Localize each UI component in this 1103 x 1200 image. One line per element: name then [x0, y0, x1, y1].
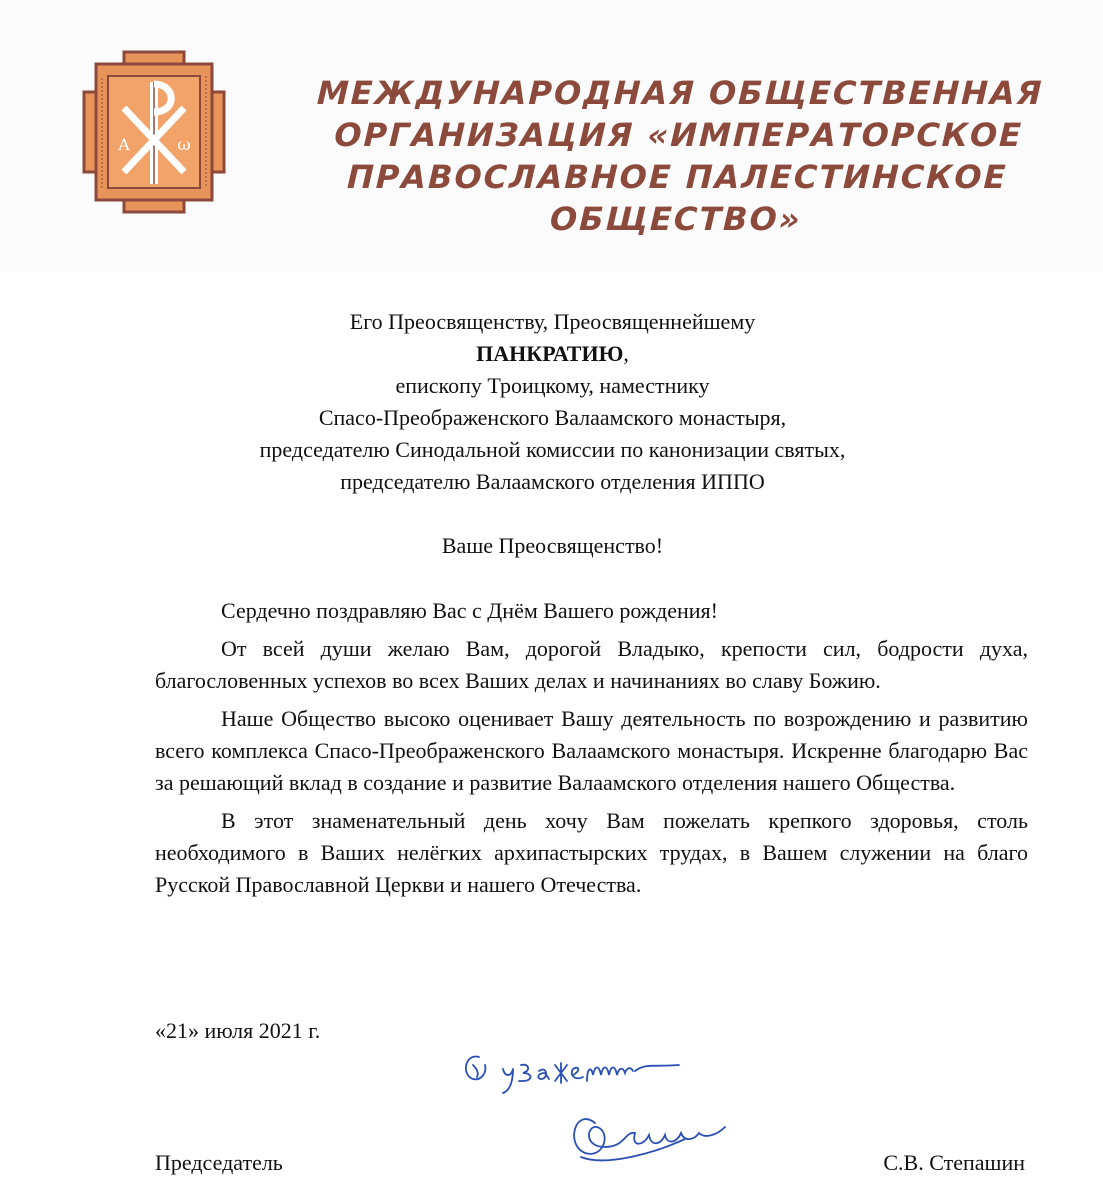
- addressee-line: епископу Троицкому, наместнику: [395, 373, 710, 398]
- letter-body: [155, 595, 1028, 907]
- org-title-line: ОРГАНИЗАЦИЯ «ИМПЕРАТОРСКОЕ: [333, 116, 1024, 154]
- svg-text:Α: Α: [118, 135, 130, 154]
- paragraph: В этот знаменательный день хочу Вам пожелать крепкого здоровья, столь необходимого в Ваших нелёгких архипастырских трудах, в Вашем служении на благо Русской Православной Церкви и нашего Отечества.: [155, 808, 1028, 897]
- handwritten-signature-icon: [455, 1035, 745, 1180]
- org-title-line: МЕЖДУНАРОДНАЯ ОБЩЕСТВЕННАЯ: [316, 74, 1045, 112]
- signer-name: С.В. Степашин: [883, 1150, 1025, 1175]
- signer-position: Председатель: [155, 1150, 283, 1175]
- org-title-line: ПРАВОСЛАВНОЕ ПАЛЕСТИНСКОЕ ОБЩЕСТВО»: [346, 158, 1009, 238]
- paragraph: Наше Общество высоко оценивает Вашу деятельность по возрождению и развитию всего комплекса Спасо-Преображенского Валаамского монастыря. Искренне благодарю Вас за решающий вклад в создание и развитие Валаамского отделения нашего Общества.: [155, 706, 1028, 795]
- addressee-line: председателю Валаамского отделения ИППО: [340, 469, 765, 494]
- paragraph: От всей души желаю Вам, дорогой Владыко, крепости сил, бодрости духа, благословенных успехов во всех Ваших делах и начинаниях во славу Божию.: [155, 636, 1028, 693]
- letterhead: [0, 0, 1103, 272]
- paragraph: Сердечно поздравляю Вас с Днём Вашего рождения!: [221, 598, 718, 623]
- organization-title: [265, 72, 1091, 240]
- chi-rho-cross-emblem-icon: [80, 48, 228, 216]
- addressee-name: ПАНКРАТИЮ: [476, 341, 624, 366]
- salutation: Ваше Преосвященство!: [441, 533, 664, 558]
- svg-text:ω: ω: [177, 135, 191, 154]
- addressee-line: председателю Синодальной комиссии по канонизации святых,: [259, 437, 846, 462]
- addressee-name-suffix: ,: [623, 341, 629, 366]
- letter-date: «21» июля 2021 г.: [155, 1018, 321, 1043]
- addressee-line: Его Преосвященству, Преосвященнейшему: [349, 309, 756, 334]
- addressee-line: Спасо-Преображенского Валаамского монастыря,: [318, 405, 787, 430]
- addressee-name-line: [150, 338, 955, 370]
- addressee-block: [150, 306, 955, 498]
